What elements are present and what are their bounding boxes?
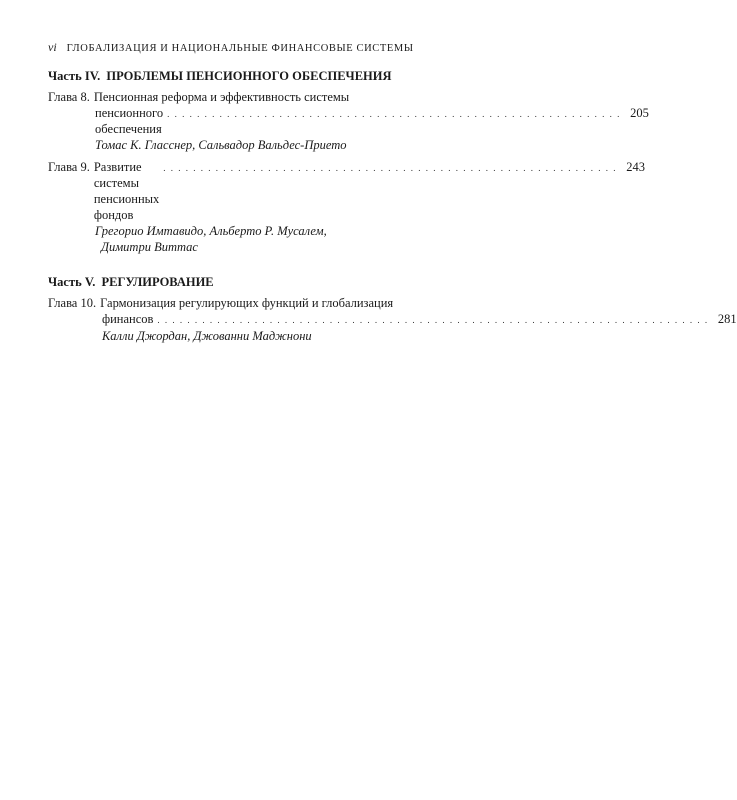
part-label: Часть IV.: [48, 69, 101, 83]
chapter-title-cont: пенсионного обеспечения: [95, 106, 164, 136]
part-heading: [48, 275, 484, 290]
chapter-title: Развитие системы пенсионных фондов: [93, 160, 160, 222]
chapter-authors: Димитри Виттас: [101, 240, 198, 254]
chapter-authors: Калли Джордан, Джованни Маджнони: [102, 329, 312, 343]
chapter-authors: Томас К. Гласснер, Сальвадор Вальдес-Прието: [95, 138, 347, 152]
page-folio: vi: [48, 40, 57, 54]
chapter-label: Глава 8.: [48, 90, 90, 104]
running-head-title: ГЛОБАЛИЗАЦИЯ И НАЦИОНАЛЬНЫЕ ФИНАНСОВЫЕ СИСТЕМЫ: [66, 43, 414, 54]
toc-page: [48, 40, 737, 350]
chapter-title: Гармонизация регулирующих функций и глобализация: [100, 296, 394, 310]
chapter-label: Глава 10.: [48, 296, 97, 310]
part-title: РЕГУЛИРОВАНИЕ: [101, 275, 214, 289]
dot-leader: . . . . . . . . . . . . . . . . . . . . . . . . . . . . . . . . . . . . . . . . . . . . . . . . . . . . . . . . . . . . .: [167, 109, 621, 119]
chapter-title-cont: финансов: [102, 312, 154, 326]
page-number: 281: [717, 312, 737, 326]
dot-leader: . . . . . . . . . . . . . . . . . . . . . . . . . . . . . . . . . . . . . . . . . . . . . . . . . . . . . . . . . . . . .: [163, 163, 618, 173]
part-section: [48, 69, 649, 255]
chapter-label: Глава 9.: [48, 160, 90, 174]
part-spacer: [48, 261, 484, 275]
toc-entry[interactable]: [48, 295, 737, 344]
page-number: 243: [626, 160, 646, 174]
toc-entry[interactable]: [48, 89, 649, 153]
toc-entry[interactable]: [48, 159, 646, 255]
part-section: [48, 275, 737, 344]
dot-leader: . . . . . . . . . . . . . . . . . . . . . . . . . . . . . . . . . . . . . . . . . . . . . . . . . . . . . . . . . . . . . . . . . . . . . . . . . .: [157, 315, 709, 325]
part-label: Часть V.: [48, 275, 96, 289]
chapter-authors: Грегорио Имтавидо, Альберто Р. Мусалем,: [95, 224, 327, 238]
running-head: [48, 40, 484, 55]
part-heading: [48, 69, 484, 84]
chapter-title: Пенсионная реформа и эффективность системы: [93, 90, 350, 104]
part-title: ПРОБЛЕМЫ ПЕНСИОННОГО ОБЕСПЕЧЕНИЯ: [106, 69, 392, 83]
page-number: 205: [630, 106, 649, 120]
